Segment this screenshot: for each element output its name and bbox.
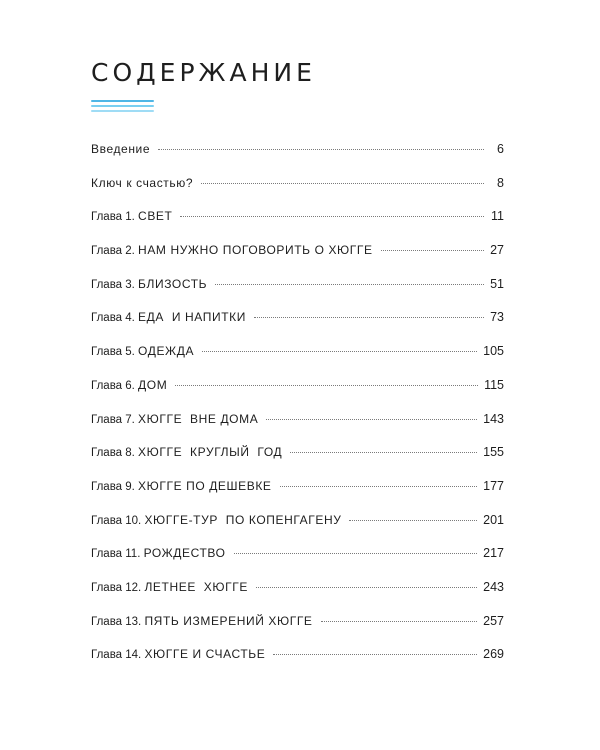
toc-page-number: 8 <box>497 175 504 190</box>
toc-chapter-prefix: Глава 13. <box>91 615 145 628</box>
dot-leader <box>180 216 484 217</box>
dot-leader <box>381 250 484 251</box>
dot-leader <box>215 284 484 285</box>
toc-chapter-prefix: Глава 14. <box>91 649 145 662</box>
toc-chapter-prefix: Глава 3. <box>91 278 139 291</box>
toc-chapter-prefix: Глава 8. <box>91 447 139 460</box>
toc-entry-title: РОЖДЕСТВО <box>143 546 226 561</box>
dot-leader <box>266 419 477 420</box>
toc-entry-title: ЕДА И НАПИТКИ <box>138 310 246 325</box>
toc-page-number: 143 <box>483 411 504 426</box>
dot-leader <box>175 385 478 386</box>
toc-chapter-prefix: Глава 7. <box>91 413 139 426</box>
toc-page-number: 11 <box>491 209 504 224</box>
toc-entry-chapter-2[interactable] <box>91 239 504 273</box>
toc-page-number: 243 <box>483 579 504 594</box>
toc-page-number: 6 <box>497 142 504 156</box>
toc-chapter-prefix: Глава 11. <box>91 548 144 561</box>
toc-page-number: 51 <box>490 276 504 291</box>
toc-entry-title: Ключ к счастью? <box>91 175 194 190</box>
toc-chapter-prefix: Глава 4. <box>91 312 139 325</box>
toc-entry-chapter-10[interactable] <box>91 509 504 543</box>
toc-chapter-prefix: Глава 2. <box>91 245 139 258</box>
dot-leader <box>321 621 478 622</box>
toc-entry-title: ХЮГГЕ КРУГЛЫЙ ГОД <box>138 445 283 460</box>
title-underline-line <box>91 105 154 107</box>
dot-leader <box>201 183 484 184</box>
toc-entry-title: ДОМ <box>138 377 168 392</box>
dot-leader <box>273 654 477 655</box>
toc-entry-key-to-happiness[interactable] <box>91 172 504 206</box>
toc-chapter-prefix: Глава 10. <box>91 514 145 527</box>
toc-page-number: 201 <box>483 512 504 527</box>
dot-leader <box>158 149 484 150</box>
dot-leader <box>256 587 477 588</box>
toc-page-number: 217 <box>483 546 504 561</box>
dot-leader <box>234 553 478 554</box>
toc-entry-chapter-9[interactable] <box>91 475 504 509</box>
dot-leader <box>280 486 478 487</box>
toc-entry-title: ХЮГГЕ-ТУР ПО КОПЕНГАГЕНУ <box>144 512 342 527</box>
toc-entry-chapter-8[interactable] <box>91 441 504 475</box>
toc-page-number: 105 <box>483 344 504 359</box>
dot-leader <box>349 520 477 521</box>
dot-leader <box>290 452 477 453</box>
toc-entry-title: Введение <box>91 142 151 156</box>
toc-entry-title: ПЯТЬ ИЗМЕРЕНИЙ ХЮГГЕ <box>144 613 313 628</box>
toc-entry-title: БЛИЗОСТЬ <box>138 276 208 291</box>
toc-entry-title: ХЮГГЕ И СЧАСТЬЕ <box>144 647 266 662</box>
toc-entry-chapter-5[interactable] <box>91 340 504 374</box>
toc-entry-title: НАМ НУЖНО ПОГОВОРИТЬ О ХЮГГЕ <box>138 243 373 258</box>
toc-entry-chapter-12[interactable] <box>91 576 504 610</box>
page-title: СОДЕРЖАНИЕ <box>91 58 316 87</box>
toc-page-number: 155 <box>483 445 504 460</box>
toc-entry-title: ХЮГГЕ ВНЕ ДОМА <box>138 411 259 426</box>
toc-entry-title: ОДЕЖДА <box>138 344 195 359</box>
dot-leader <box>254 317 484 318</box>
toc-entry-chapter-3[interactable] <box>91 273 504 307</box>
toc-entry-title: ЛЕТНЕЕ ХЮГГЕ <box>144 579 248 594</box>
toc-entry-chapter-1[interactable] <box>91 205 504 239</box>
title-underline-rule <box>91 100 154 112</box>
toc-chapter-prefix: Глава 9. <box>91 480 139 493</box>
toc-chapter-prefix: Глава 6. <box>91 379 139 392</box>
toc-entry-chapter-4[interactable] <box>91 306 504 340</box>
toc-chapter-prefix: Глава 5. <box>91 346 139 359</box>
toc-page-number: 73 <box>490 310 504 325</box>
title-underline-line <box>91 100 154 102</box>
toc-page-number: 257 <box>483 613 504 628</box>
toc-chapter-prefix: Глава 1. <box>91 211 139 224</box>
toc-entry-chapter-14[interactable] <box>91 643 504 677</box>
title-underline-line <box>91 110 154 112</box>
toc-page-number: 115 <box>484 377 504 392</box>
dot-leader <box>202 351 477 352</box>
toc-page-number: 269 <box>483 647 504 662</box>
toc-entry-title: ХЮГГЕ ПО ДЕШЕВКЕ <box>138 478 272 493</box>
toc-chapter-prefix: Глава 12. <box>91 581 145 594</box>
toc-page-number: 27 <box>490 243 504 258</box>
toc-entry-chapter-13[interactable] <box>91 610 504 644</box>
toc-entry-chapter-11[interactable] <box>91 542 504 576</box>
toc-entry-introduction[interactable] <box>91 138 504 172</box>
toc-entry-chapter-7[interactable] <box>91 408 504 442</box>
toc-entry-chapter-6[interactable] <box>91 374 504 408</box>
toc-entry-title: СВЕТ <box>138 209 173 224</box>
table-of-contents <box>91 138 504 677</box>
toc-page-number: 177 <box>483 478 504 493</box>
